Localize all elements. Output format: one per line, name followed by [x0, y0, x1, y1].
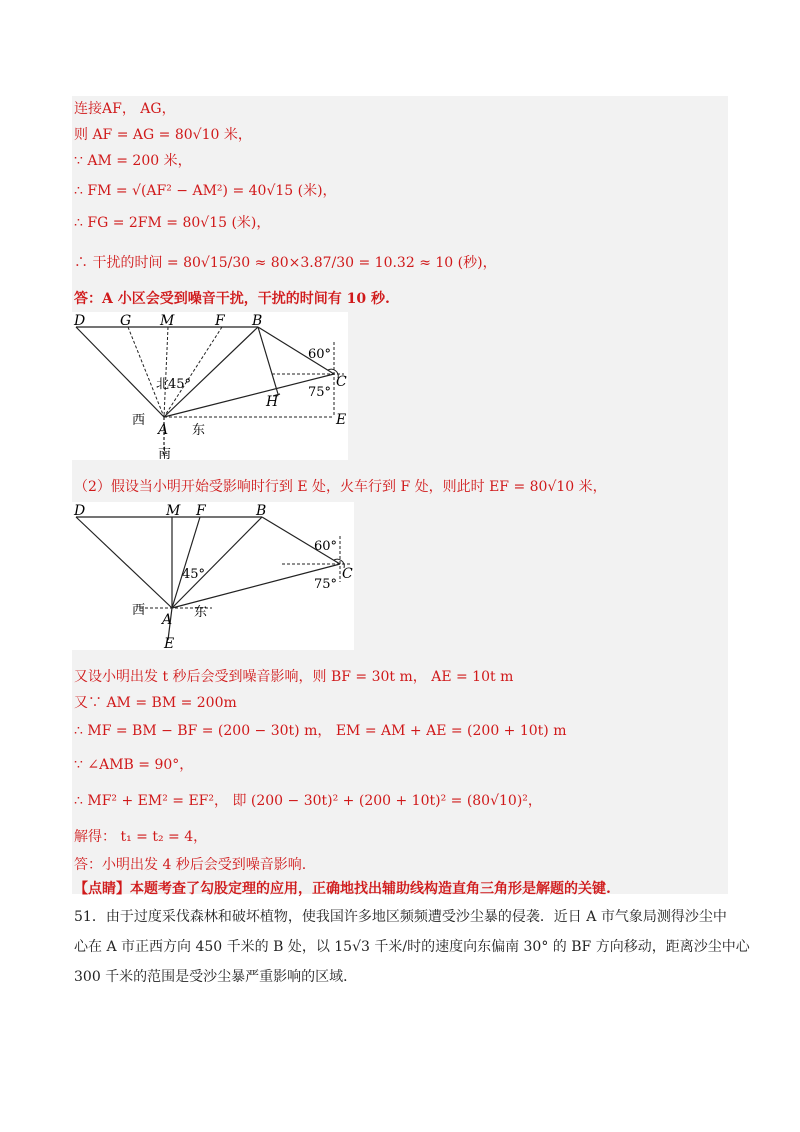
label-D: D	[74, 503, 86, 519]
label-north: 北	[156, 377, 170, 392]
solution-line-2: 则 AF = AG = 80√10 米，	[74, 127, 252, 143]
figure-1	[72, 312, 348, 460]
label-angle-75: 75°	[308, 385, 332, 400]
solution-line-5: ∴ FG = 2FM = 80√15 (米)，	[74, 215, 271, 231]
problem-51-line-3: 300 千米的范围是受沙尘暴严重影响的区域．	[74, 969, 358, 985]
label-E: E	[336, 412, 347, 428]
label-C: C	[342, 566, 353, 582]
solution-line-13: ∴ MF² + EM² = EF²， 即 (200 − 30t)² + (200 + 10t)² = (80√10)²，	[74, 793, 542, 809]
label-C: C	[336, 374, 347, 390]
label-F: F	[215, 313, 225, 329]
label-east: 东	[194, 605, 208, 620]
label-A: A	[158, 422, 169, 438]
solution-line-14: 解得： t₁ = t₂ = 4，	[74, 829, 208, 845]
solution-line-6: ∴ 干扰的时间 = 80√15/30 ≈ 80×3.87/30 = 10.32 ≈ 10 (秒)，	[74, 255, 497, 271]
label-G: G	[120, 313, 132, 329]
label-angle-45: 45°	[182, 567, 206, 582]
label-angle-60: 60°	[308, 347, 332, 362]
label-H: H	[266, 394, 279, 410]
solution-answer-1: 答：A 小区会受到噪音干扰，干扰的时间有 10 秒.	[74, 291, 390, 307]
problem-51-line-2: 心在 A 市正西方向 450 千米的 B 处，以 15√3 千米/时的速度向东偏南 30° 的 BF 方向移动，距离沙尘中心	[74, 939, 750, 955]
label-angle-75: 75°	[314, 577, 338, 592]
label-angle-60: 60°	[314, 539, 338, 554]
label-east: 东	[192, 423, 206, 438]
figure-2	[72, 502, 354, 650]
problem-51-line-1: 51．由于过度采伐森林和破坏植物，使我国许多地区频频遭受沙尘暴的侵袭．近日 A 市气象局测得沙尘中	[74, 909, 727, 925]
solution-line-3: ∵ AM = 200 米，	[74, 153, 192, 169]
solution-line-8: （2）假设当小明开始受影响时行到 E 处，火车行到 F 处，则此时 EF = 80√10 米，	[74, 479, 607, 495]
label-west: 西	[132, 413, 146, 428]
solution-answer-2: 答：小明出发 4 秒后会受到噪音影响.	[74, 857, 307, 873]
solution-line-1: 连接AF， AG，	[74, 101, 176, 117]
key-point-note: 【点睛】本题考查了勾股定理的应用，正确地找出辅助线构造直角三角形是解题的关键.	[74, 881, 611, 897]
label-M: M	[166, 503, 181, 519]
label-E: E	[164, 636, 175, 650]
solution-line-4: ∴ FM = √(AF² − AM²) = 40√15 (米)，	[74, 183, 337, 199]
label-M: M	[160, 313, 175, 329]
label-F: F	[196, 503, 206, 519]
label-D: D	[74, 313, 86, 329]
label-B: B	[252, 313, 263, 329]
label-angle-45: 45°	[168, 377, 192, 392]
solution-line-11: ∴ MF = BM − BF = (200 − 30t) m， EM = AM + AE = (200 + 10t) m	[74, 723, 567, 739]
solution-line-12: ∵ ∠AMB = 90°，	[74, 757, 194, 773]
label-B: B	[256, 503, 267, 519]
label-A: A	[162, 612, 173, 628]
label-west: 西	[132, 603, 146, 618]
solution-line-9: 又设小明出发 t 秒后会受到噪音影响，则 BF = 30t m， AE = 10t m	[74, 669, 514, 685]
label-south: 南	[158, 447, 172, 460]
solution-line-10: 又∵ AM = BM = 200m	[74, 695, 237, 711]
